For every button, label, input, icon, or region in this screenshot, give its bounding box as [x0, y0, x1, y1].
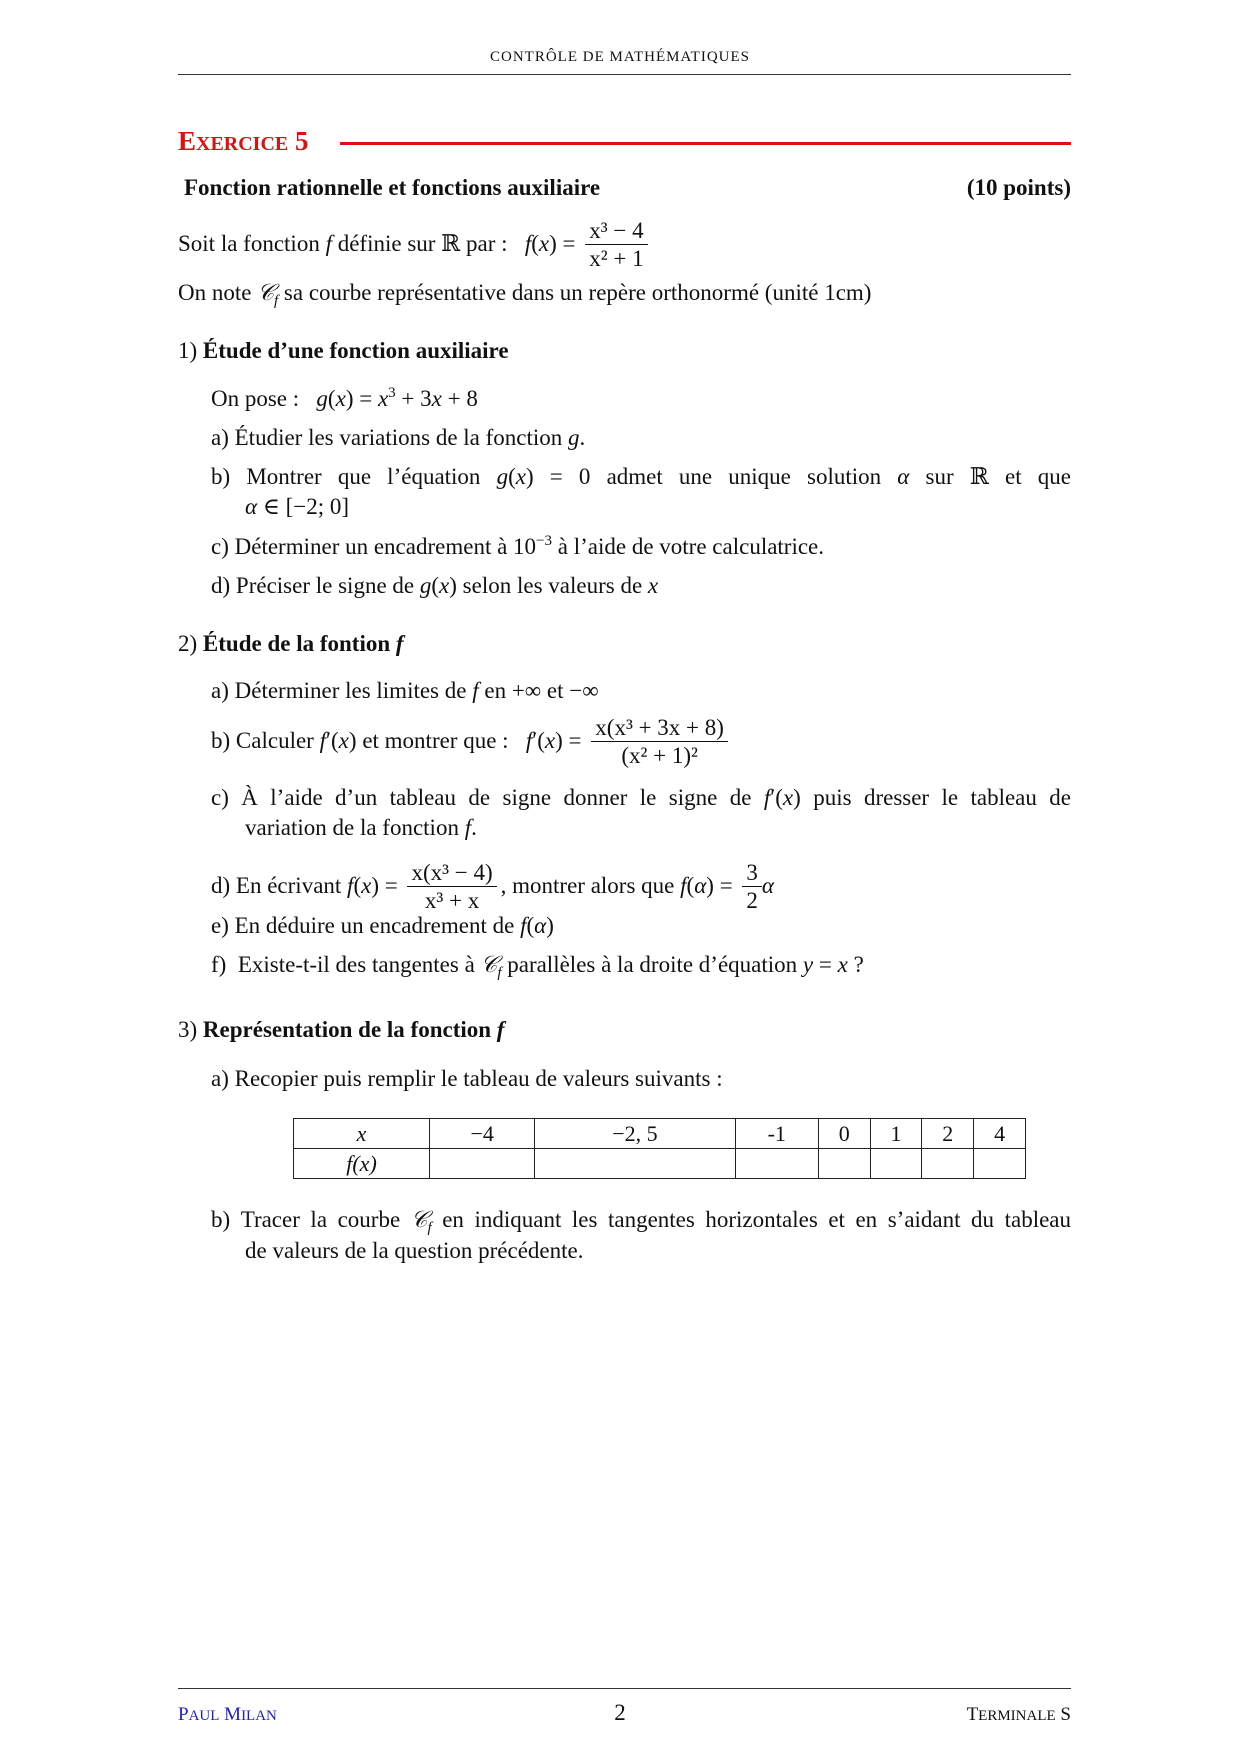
- part2-item-c-line2: variation de la fonction f.: [245, 815, 477, 840]
- intro-line-2: On note 𝒞$_f$ sa courbe représentative dans un repère orthonormé (unité 1cm): [178, 280, 872, 309]
- table-cell: [922, 1149, 974, 1179]
- f-fraction: $\frac{\text{x³ − 4}}{\text{x² + 1}}$: [585, 218, 647, 273]
- table-cell: 1: [870, 1119, 922, 1149]
- part1-item-a: a) Étudier les variations de la fonction g.: [211, 425, 586, 450]
- part3-heading: 3) Représentation de la fonction f: [178, 1017, 505, 1042]
- table-row: [294, 1119, 1026, 1149]
- table-cell: 4: [974, 1119, 1026, 1149]
- footer-page-number: 2: [614, 1700, 626, 1725]
- part1-item-c: c) Déterminer un encadrement à $10^{-3}$ à l’aide de votre calculatrice.: [211, 533, 825, 559]
- part2-item-a: a) Déterminer les limites de f en +∞ et −∞: [211, 678, 599, 703]
- footer-rule: [178, 1688, 1071, 1689]
- three-halves-fraction: $\frac{3}{2}$: [742, 860, 762, 915]
- part1-heading: 1) Étude d’une fonction auxiliaire: [178, 338, 509, 363]
- header-rule: [178, 74, 1071, 75]
- table-cell: −4: [430, 1119, 535, 1149]
- part2-item-f: f) Existe-t-il des tangentes à 𝒞$_f$ parallèles à la droite d’équation y = x ?: [211, 952, 864, 981]
- table-cell: [735, 1149, 818, 1179]
- table-row: [294, 1149, 1026, 1179]
- table-cell: [974, 1149, 1026, 1179]
- exercise-title: EXERCICE 5: [178, 126, 309, 156]
- part3-item-b-line2: de valeurs de la question précédente.: [245, 1238, 584, 1263]
- fprime-fraction: $\frac{\text{x(x³ + 3x + 8)}}{\text{(x² + 1)²}}$: [591, 715, 728, 770]
- part1-item-b-line2: α ∈ [−2; 0]: [245, 494, 350, 519]
- table-cell: [535, 1149, 735, 1179]
- footer-class: TERMINALE S: [966, 1704, 1071, 1725]
- exercise-points: (10 points): [966, 175, 1071, 200]
- table-cell: 2: [922, 1119, 974, 1149]
- part2-item-b: b) Calculer f′(x) et montrer que : f′(x) = $\frac{\text{x(x³ + 3x + 8)}}{\text{(x² + 1)²}}$: [211, 715, 732, 770]
- table-header-fx: f(x): [294, 1149, 430, 1179]
- part1-pose: On pose : $g(x) = x^3 + 3x + 8$: [211, 385, 478, 411]
- part2-item-e: e) En déduire un encadrement de f(α): [211, 913, 554, 938]
- part1-item-d: d) Préciser le signe de g(x) selon les valeurs de x: [211, 573, 659, 598]
- part2-item-c-line1: c) À l’aide d’un tableau de signe donner le signe de f′(x) puis dresser le tableau de: [211, 785, 1071, 810]
- exercise-title-rule: [340, 142, 1071, 145]
- table-cell: -1: [735, 1119, 818, 1149]
- fx-rewrite-fraction: $\frac{\text{x(x³ − 4)}}{\text{x³ + x}}$: [407, 860, 496, 915]
- intro-line-1: Soit la fonction f définie sur ℝ par : f(x) = $\frac{\text{x³ − 4}}{\text{x² + 1}}$: [178, 218, 652, 273]
- footer-author: PAUL MILAN: [178, 1704, 277, 1725]
- table-cell: [430, 1149, 535, 1179]
- table-cell: 0: [818, 1119, 870, 1149]
- values-table: [293, 1118, 1026, 1179]
- exercise-subtitle: Fonction rationnelle et fonctions auxiliaire: [184, 175, 601, 200]
- table-header-x: x: [294, 1119, 430, 1149]
- page-header-title: CONTRÔLE DE MATHÉMATIQUES: [490, 49, 750, 65]
- part2-item-d: d) En écrivant f(x) = $\frac{\text{x(x³ − 4)}}{\text{x³ + x}}$ , montrer alors que f(α) = $\frac{3}{2}$ α: [211, 860, 774, 913]
- part3-item-a: a) Recopier puis remplir le tableau de valeurs suivants :: [211, 1066, 723, 1091]
- table-cell: [818, 1149, 870, 1179]
- part1-item-b-line1: b) Montrer que l’équation g(x) = 0 admet une unique solution α sur ℝ et que: [211, 464, 1072, 489]
- table-cell: −2, 5: [535, 1119, 735, 1149]
- table-cell: [870, 1149, 922, 1179]
- part2-heading: 2) Étude de la fontion f: [178, 631, 404, 656]
- part3-item-b-line1: b) Tracer la courbe 𝒞$_f$ en indiquant les tangentes horizontales et en s’aidant du tableau: [211, 1207, 1072, 1236]
